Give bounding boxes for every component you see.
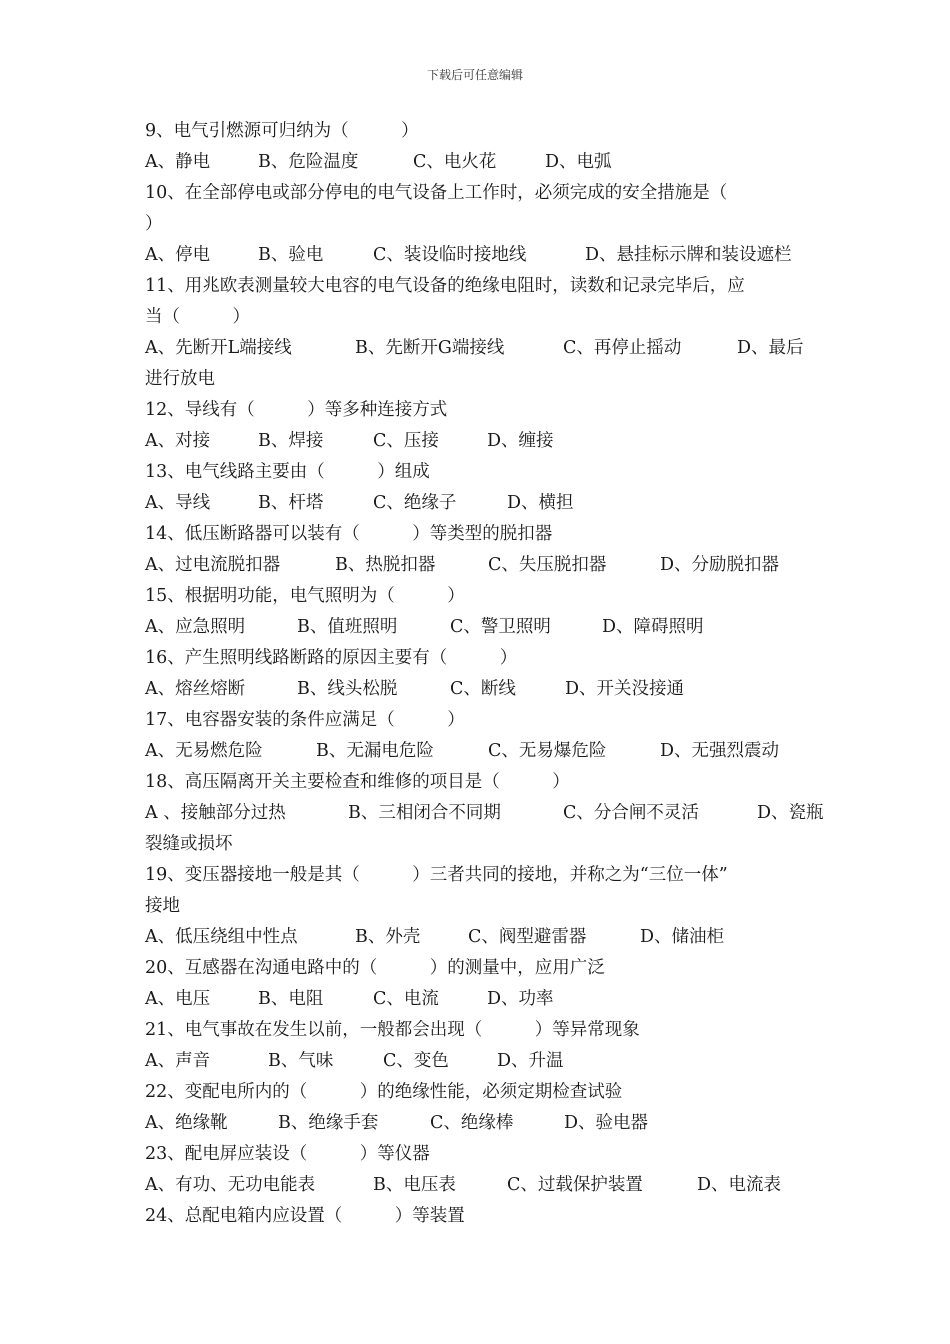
options-row (145, 1046, 810, 1077)
answer-option: C、变色 (383, 1051, 449, 1071)
answer-option: C、断线 (450, 679, 516, 699)
options-row (145, 674, 810, 705)
question-text: 9、电气引燃源可归纳为（ ） (145, 121, 419, 141)
question-text: 22、变配电所内的（ ）的绝缘性能，必须定期检查试验 (145, 1082, 623, 1102)
question-text-continued: 接地 (145, 896, 180, 916)
options-row (145, 550, 810, 581)
answer-option: C、绝缘棒 (430, 1113, 514, 1133)
answer-option: C、电火花 (413, 152, 497, 172)
question-text: 14、低压断路器可以装有（ ）等类型的脱扣器 (145, 524, 553, 544)
answer-option: B、先断开G端接线 (355, 338, 505, 358)
answer-option: D、电弧 (545, 152, 612, 172)
answer-option: B、值班照明 (297, 617, 398, 637)
options-row (145, 333, 810, 395)
answer-option: C、再停止摇动 (563, 338, 682, 358)
answer-option: D、开关没接通 (565, 679, 685, 699)
answer-option: D、缠接 (487, 431, 554, 451)
options-row (145, 922, 810, 953)
question-text: 23、配电屏应装设（ ）等仪器 (145, 1144, 430, 1164)
answer-option: B、电压表 (373, 1175, 456, 1195)
question-text: 21、电气事故在发生以前，一般都会出现（ ）等异常现象 (145, 1020, 640, 1040)
answer-option: A、绝缘靴 (145, 1113, 228, 1133)
question-list (145, 116, 824, 1232)
answer-option: C、电流 (373, 989, 439, 1009)
answer-option: D、障碍照明 (602, 617, 704, 637)
answer-option: D、瓷瓶 裂缝或损坏 (145, 803, 824, 854)
question-text: 20、互感器在沟通电路中的（ ）的测量中，应用广泛 (145, 958, 605, 978)
answer-option: B、焊接 (258, 431, 324, 451)
options-row (145, 147, 810, 178)
question-text-continued: ） (145, 214, 163, 234)
answer-option: C、无易爆危险 (488, 741, 607, 761)
answer-option: C、失压脱扣器 (488, 555, 607, 575)
answer-option: D、分励脱扣器 (660, 555, 780, 575)
answer-option: D、电流表 (697, 1175, 782, 1195)
answer-option: B、线头松脱 (297, 679, 398, 699)
question-text: 13、电气线路主要由（ ）组成 (145, 462, 430, 482)
answer-option: B、外壳 (355, 927, 421, 947)
answer-option: B、危险温度 (258, 152, 359, 172)
options-row (145, 984, 810, 1015)
answer-option: C、过载保护装置 (507, 1175, 643, 1195)
options-row (145, 488, 810, 519)
answer-option: D、升温 (497, 1051, 564, 1071)
options-row (145, 1170, 810, 1201)
answer-option: A、静电 (145, 152, 211, 172)
question-text: 15、根据明功能，电气照明为（ ） (145, 586, 465, 606)
answer-option: A、对接 (145, 431, 211, 451)
options-row (145, 426, 810, 457)
options-row (145, 736, 810, 767)
question-text: 24、总配电箱内应设置（ ）等装置 (145, 1206, 465, 1226)
answer-option: A、导线 (145, 493, 211, 513)
answer-option: B、三相闭合不同期 (348, 803, 501, 823)
answer-option: A 、接触部分过热 (145, 803, 286, 823)
answer-option: B、验电 (258, 245, 324, 265)
answer-option: D、最后 进行放电 (145, 338, 804, 389)
answer-option: B、电阻 (258, 989, 324, 1009)
answer-option: D、横担 (507, 493, 574, 513)
answer-option: A、停电 (145, 245, 211, 265)
answer-option: D、验电器 (564, 1113, 649, 1133)
options-row (145, 240, 810, 271)
answer-option: A、有功、无功电能表 (145, 1175, 316, 1195)
answer-option: D、悬挂标示牌和装设遮栏 (585, 245, 792, 265)
answer-option: C、警卫照明 (450, 617, 551, 637)
answer-option: A、声音 (145, 1051, 211, 1071)
answer-option: B、杆塔 (258, 493, 324, 513)
question-text: 17、电容器安装的条件应满足（ ） (145, 710, 465, 730)
answer-option: A、应急照明 (145, 617, 246, 637)
question-text: 11、用兆欧表测量较大电容的电气设备的绝缘电阻时，读数和记录完毕后，应 (145, 276, 745, 296)
answer-option: D、储油柜 (640, 927, 725, 947)
question-text: 19、变压器接地一般是其（ ）三者共同的接地，并称之为“三位一体” (145, 865, 728, 885)
answer-option: D、无强烈震动 (660, 741, 780, 761)
answer-option: A、熔丝熔断 (145, 679, 246, 699)
question-text: 16、产生照明线路断路的原因主要有（ ） (145, 648, 518, 668)
answer-option: C、压接 (373, 431, 439, 451)
question-text: 18、高压隔离开关主要检查和维修的项目是（ ） (145, 772, 570, 792)
answer-option: B、热脱扣器 (335, 555, 436, 575)
answer-option: C、阀型避雷器 (468, 927, 587, 947)
question-text: 10、在全部停电或部分停电的电气设备上工作时，必须完成的安全措施是（ (145, 183, 728, 203)
answer-option: A、无易燃危险 (145, 741, 263, 761)
answer-option: B、绝缘手套 (278, 1113, 379, 1133)
question-text: 12、导线有（ ）等多种连接方式 (145, 400, 448, 420)
answer-option: B、无漏电危险 (316, 741, 434, 761)
answer-option: D、功率 (487, 989, 554, 1009)
answer-option: A、电压 (145, 989, 211, 1009)
options-row (145, 798, 824, 860)
page-header: 下载后可任意编辑 (426, 68, 523, 82)
options-row (145, 612, 810, 643)
answer-option: B、气味 (268, 1051, 334, 1071)
question-text-continued: 当（ ） (145, 307, 250, 327)
answer-option: A、过电流脱扣器 (145, 555, 281, 575)
answer-option: A、先断开L端接线 (145, 338, 292, 358)
answer-option: C、绝缘子 (373, 493, 457, 513)
answer-option: C、装设临时接地线 (373, 245, 527, 265)
options-row (145, 1108, 810, 1139)
answer-option: C、分合闸不灵活 (563, 803, 699, 823)
answer-option: A、低压绕组中性点 (145, 927, 298, 947)
